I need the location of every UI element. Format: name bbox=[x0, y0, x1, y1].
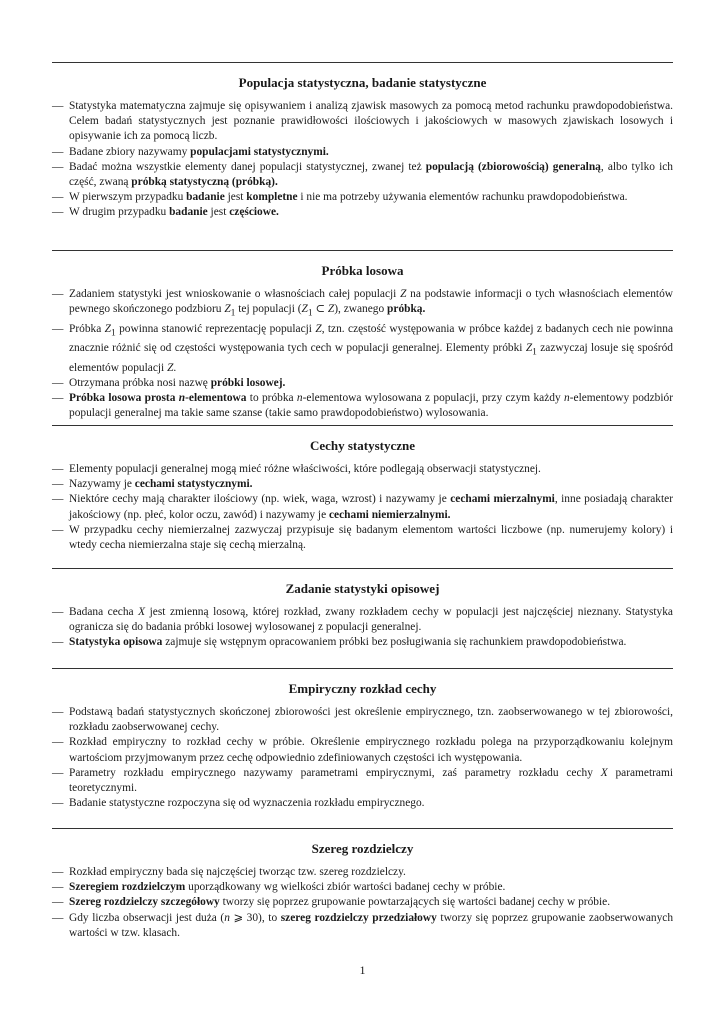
emphasis-run: próbką. bbox=[387, 303, 426, 316]
text-run: Nazywamy je bbox=[69, 478, 135, 491]
list-item bbox=[52, 160, 673, 190]
text-run: Badane zbiory nazywamy bbox=[69, 145, 191, 158]
emphasis-run: szereg rozdzielczy przedziałowy bbox=[280, 911, 437, 924]
section-title: Populacja statystyczna, badanie statystyczne bbox=[238, 75, 487, 90]
emphasis-run: Z bbox=[167, 361, 174, 374]
text-run: Badać można wszystkie elementy danej populacji statystycznej, zwanej też bbox=[69, 160, 426, 173]
list-item bbox=[52, 911, 673, 941]
text-run: na podstawie informacji o tych własnościach elementów pewnego skończonego podzbioru bbox=[69, 288, 673, 316]
emphasis-run: Szeregiem rozdzielczym bbox=[69, 881, 186, 894]
text-run: tworzy się poprzez grupowanie powtarzających się wartości badanej cechy w próbie. bbox=[219, 896, 611, 909]
bullet-list bbox=[52, 287, 673, 421]
list-item bbox=[52, 880, 673, 895]
list-item bbox=[52, 462, 673, 477]
emphasis-run: populacją (zbiorowością) generalną bbox=[425, 160, 601, 173]
text-run: Elementy populacji generalnej mogą mieć różne właściwości, które podlegają obserwacji statystycznej. bbox=[69, 463, 541, 475]
section-title: Próbka losowa bbox=[321, 263, 404, 278]
text-run: Podstawą badań statystycznych skończonej zbiorowości jest określenie empirycznego, tzn. zaobserwowanego w tej zbiorowości, rozkładu zaobserwowanej cechy. bbox=[69, 706, 673, 734]
text-run: -elementowy podzbiór populacji generalnej ma takie same szanse (takie samo prawdopodobieństwo) wylosowania. bbox=[69, 392, 673, 420]
emphasis-run: n bbox=[224, 911, 230, 924]
subscript: 1 bbox=[230, 308, 236, 319]
text-run: Gdy liczba obserwacji jest duża ( bbox=[69, 911, 225, 924]
page-number: 1 bbox=[359, 963, 366, 977]
text-run: to próbka bbox=[246, 392, 297, 405]
list-item bbox=[52, 477, 673, 492]
text-run: i nie ma potrzeby używania elementów rachunku prawdopodobieństwa. bbox=[297, 191, 628, 204]
text-run: , albo tylko ich część, zwaną bbox=[69, 160, 673, 189]
emphasis-run: Z bbox=[104, 322, 111, 335]
emphasis-run: cechami statystycznymi. bbox=[134, 478, 253, 491]
section-title: Szereg rozdzielczy bbox=[311, 841, 414, 856]
section-divider bbox=[52, 568, 673, 569]
text-run: -elementowa wylosowana z populacji, przy czym każdy bbox=[302, 392, 565, 405]
emphasis-run: Z bbox=[224, 303, 231, 316]
list-item bbox=[52, 605, 673, 635]
list-item bbox=[52, 145, 673, 160]
bullet-list bbox=[52, 605, 673, 651]
section-populacja bbox=[52, 62, 673, 221]
emphasis-run: n bbox=[564, 392, 570, 405]
text-run: Rozkład empiryczny to rozkład cechy w próbie. Określenie empirycznego rozkładu polega na przyporządkowaniu kolejnym wartościom przyjmowanym przez cechę odpowiednio zdefiniowanych częstości ich występowania. bbox=[69, 736, 673, 764]
text-run: W drugim przypadku bbox=[69, 206, 170, 219]
list-item bbox=[52, 766, 673, 796]
list-item bbox=[52, 205, 673, 220]
list-item bbox=[52, 322, 673, 376]
text-run: Próbka bbox=[69, 322, 105, 335]
emphasis-run: Z bbox=[315, 322, 322, 335]
text-run: Parametry rozkładu empirycznego nazywamy parametrami empirycznymi, zaś parametry rozkładu cechy bbox=[69, 766, 601, 779]
emphasis-run: próbki losowej. bbox=[210, 376, 286, 389]
subscript: 1 bbox=[532, 347, 537, 358]
text-run: Badanie statystyczne rozpoczyna się od wyznaczenia rozkładu empirycznego. bbox=[69, 797, 425, 810]
emphasis-run: badanie bbox=[169, 206, 208, 219]
emphasis-run: cechami niemierzalnymi. bbox=[329, 508, 451, 521]
text-run: ), zwanego bbox=[334, 303, 388, 316]
text-run: . bbox=[173, 361, 177, 374]
section-divider bbox=[52, 62, 673, 63]
section-title: Cechy statystyczne bbox=[309, 438, 416, 453]
list-item bbox=[52, 190, 673, 205]
section-cechy bbox=[52, 425, 673, 553]
section-szereg-rozdzielczy bbox=[52, 828, 673, 941]
list-item bbox=[52, 492, 673, 522]
list-item bbox=[52, 895, 673, 910]
emphasis-run: Próbka losowa prosta bbox=[69, 392, 179, 405]
text-run: zajmuje się wstępnym opracowaniem próbki bez posługiwania się rachunkiem prawdopodobieństwa. bbox=[162, 636, 627, 649]
bullet-list bbox=[52, 865, 673, 941]
emphasis-run: próbką statystyczną (próbką). bbox=[131, 176, 278, 189]
emphasis-run: kompletne bbox=[246, 191, 298, 204]
list-item bbox=[52, 391, 673, 421]
section-rozklad-empiryczny bbox=[52, 668, 673, 811]
emphasis-run: Statystyka opisowa bbox=[69, 636, 163, 649]
text-run: Otrzymana próbka nosi nazwę bbox=[69, 376, 211, 389]
section-divider bbox=[52, 668, 673, 669]
list-item bbox=[52, 376, 673, 391]
text-run: zazwyczaj losuje się spośród elementów populacji bbox=[69, 342, 673, 374]
section-statystyka-opisowa bbox=[52, 568, 673, 651]
section-title: Zadanie statystyki opisowej bbox=[285, 581, 440, 596]
emphasis-run: Z bbox=[327, 303, 335, 316]
text-run: uporządkowany wg wielkości zbiór wartości badanej cechy w próbie. bbox=[185, 881, 506, 894]
bullet-list bbox=[52, 99, 673, 221]
list-item bbox=[52, 523, 673, 553]
text-run: jest bbox=[224, 191, 247, 204]
emphasis-run: X bbox=[138, 606, 146, 618]
subscript: 1 bbox=[307, 308, 313, 319]
emphasis-run: n bbox=[178, 392, 186, 405]
list-item bbox=[52, 796, 673, 811]
list-item bbox=[52, 635, 673, 650]
emphasis-run: częściowe. bbox=[229, 206, 279, 219]
section-divider bbox=[52, 425, 673, 426]
section-title: Empiryczny rozkład cechy bbox=[288, 681, 437, 696]
text-run: tworzy się poprzez grupowanie zaobserwowanych wartości w tzw. klasach. bbox=[69, 911, 674, 939]
text-run: , tzn. częstość występowania w próbce każdej z badanych cech nie powinna znacznie różnić się od częstości występowania tych cech w populacji generalnej. Elementy próbki bbox=[69, 322, 673, 355]
text-run: jest bbox=[207, 206, 230, 219]
text-run: tej populacji ( bbox=[235, 303, 302, 316]
text-run: powinna stanowić reprezentację populacji bbox=[115, 322, 316, 335]
text-run: W pierwszym przypadku bbox=[69, 191, 187, 204]
text-run: Niektóre cechy mają charakter ilościowy (np. wiek, waga, wzrost) i nazywamy je bbox=[69, 493, 451, 506]
section-divider bbox=[52, 828, 673, 829]
list-item bbox=[52, 865, 673, 880]
emphasis-run: cechami mierzalnymi bbox=[450, 493, 555, 506]
list-item bbox=[52, 99, 673, 145]
subscript: 1 bbox=[110, 327, 116, 338]
emphasis-run: badanie bbox=[186, 191, 225, 204]
text-run: Badana cecha bbox=[69, 606, 139, 618]
list-item bbox=[52, 705, 673, 735]
list-item bbox=[52, 735, 673, 765]
section-divider bbox=[52, 250, 673, 251]
text-run: W przypadku cechy niemierzalnej zazwyczaj przypisuje się badanym elementom wartości liczbowe (np. numerujemy kolory) i wtedy cecha niemierzalna staje się cechą mierzalną. bbox=[69, 523, 673, 552]
text-run: parametrami teoretycznymi. bbox=[69, 766, 673, 795]
text-run: ⊂ bbox=[312, 303, 328, 316]
section-probka-losowa bbox=[52, 250, 673, 421]
emphasis-run: Z bbox=[301, 303, 308, 316]
text-run: Statystyka matematyczna zajmuje się opisywaniem i analizą zjawisk masowych za pomocą metod rachunku prawdopodobieństwa. Celem badań statystycznych jest poznanie prawidłowości ilościowych i jakościowych w masowych zjawiskach losowych i opisywanie ich za pomocą liczb. bbox=[69, 100, 673, 143]
emphasis-run: n bbox=[296, 392, 303, 405]
emphasis-run: Z bbox=[525, 342, 533, 355]
text-run: Rozkład empiryczny bada się najczęściej tworząc tzw. szereg rozdzielczy. bbox=[69, 866, 406, 878]
text-run: Zadaniem statystyki jest wnioskowanie o własnościach całej populacji bbox=[69, 288, 401, 300]
emphasis-run: Z bbox=[400, 288, 407, 300]
text-run: jest zmienną losową, której rozkład, zwany rozkładem cechy w populacji jest najczęściej nieznany. Statystyka ogranicza się do badania próbki losowej wylosowanej z populacji generalnej. bbox=[69, 606, 673, 634]
text-run: , inne posiadają charakter jakościowy (np. płeć, kolor oczu, zawód) i nazywamy je bbox=[69, 493, 673, 521]
emphasis-run: X bbox=[600, 766, 608, 779]
emphasis-run: populacjami statystycznymi. bbox=[190, 145, 329, 158]
emphasis-run: Szereg rozdzielczy szczegółowy bbox=[69, 896, 220, 909]
bullet-list bbox=[52, 705, 673, 811]
text-run: ⩾ 30), to bbox=[229, 911, 281, 924]
bullet-list bbox=[52, 462, 673, 553]
list-item bbox=[52, 287, 673, 322]
emphasis-run: -elementowa bbox=[185, 392, 247, 405]
